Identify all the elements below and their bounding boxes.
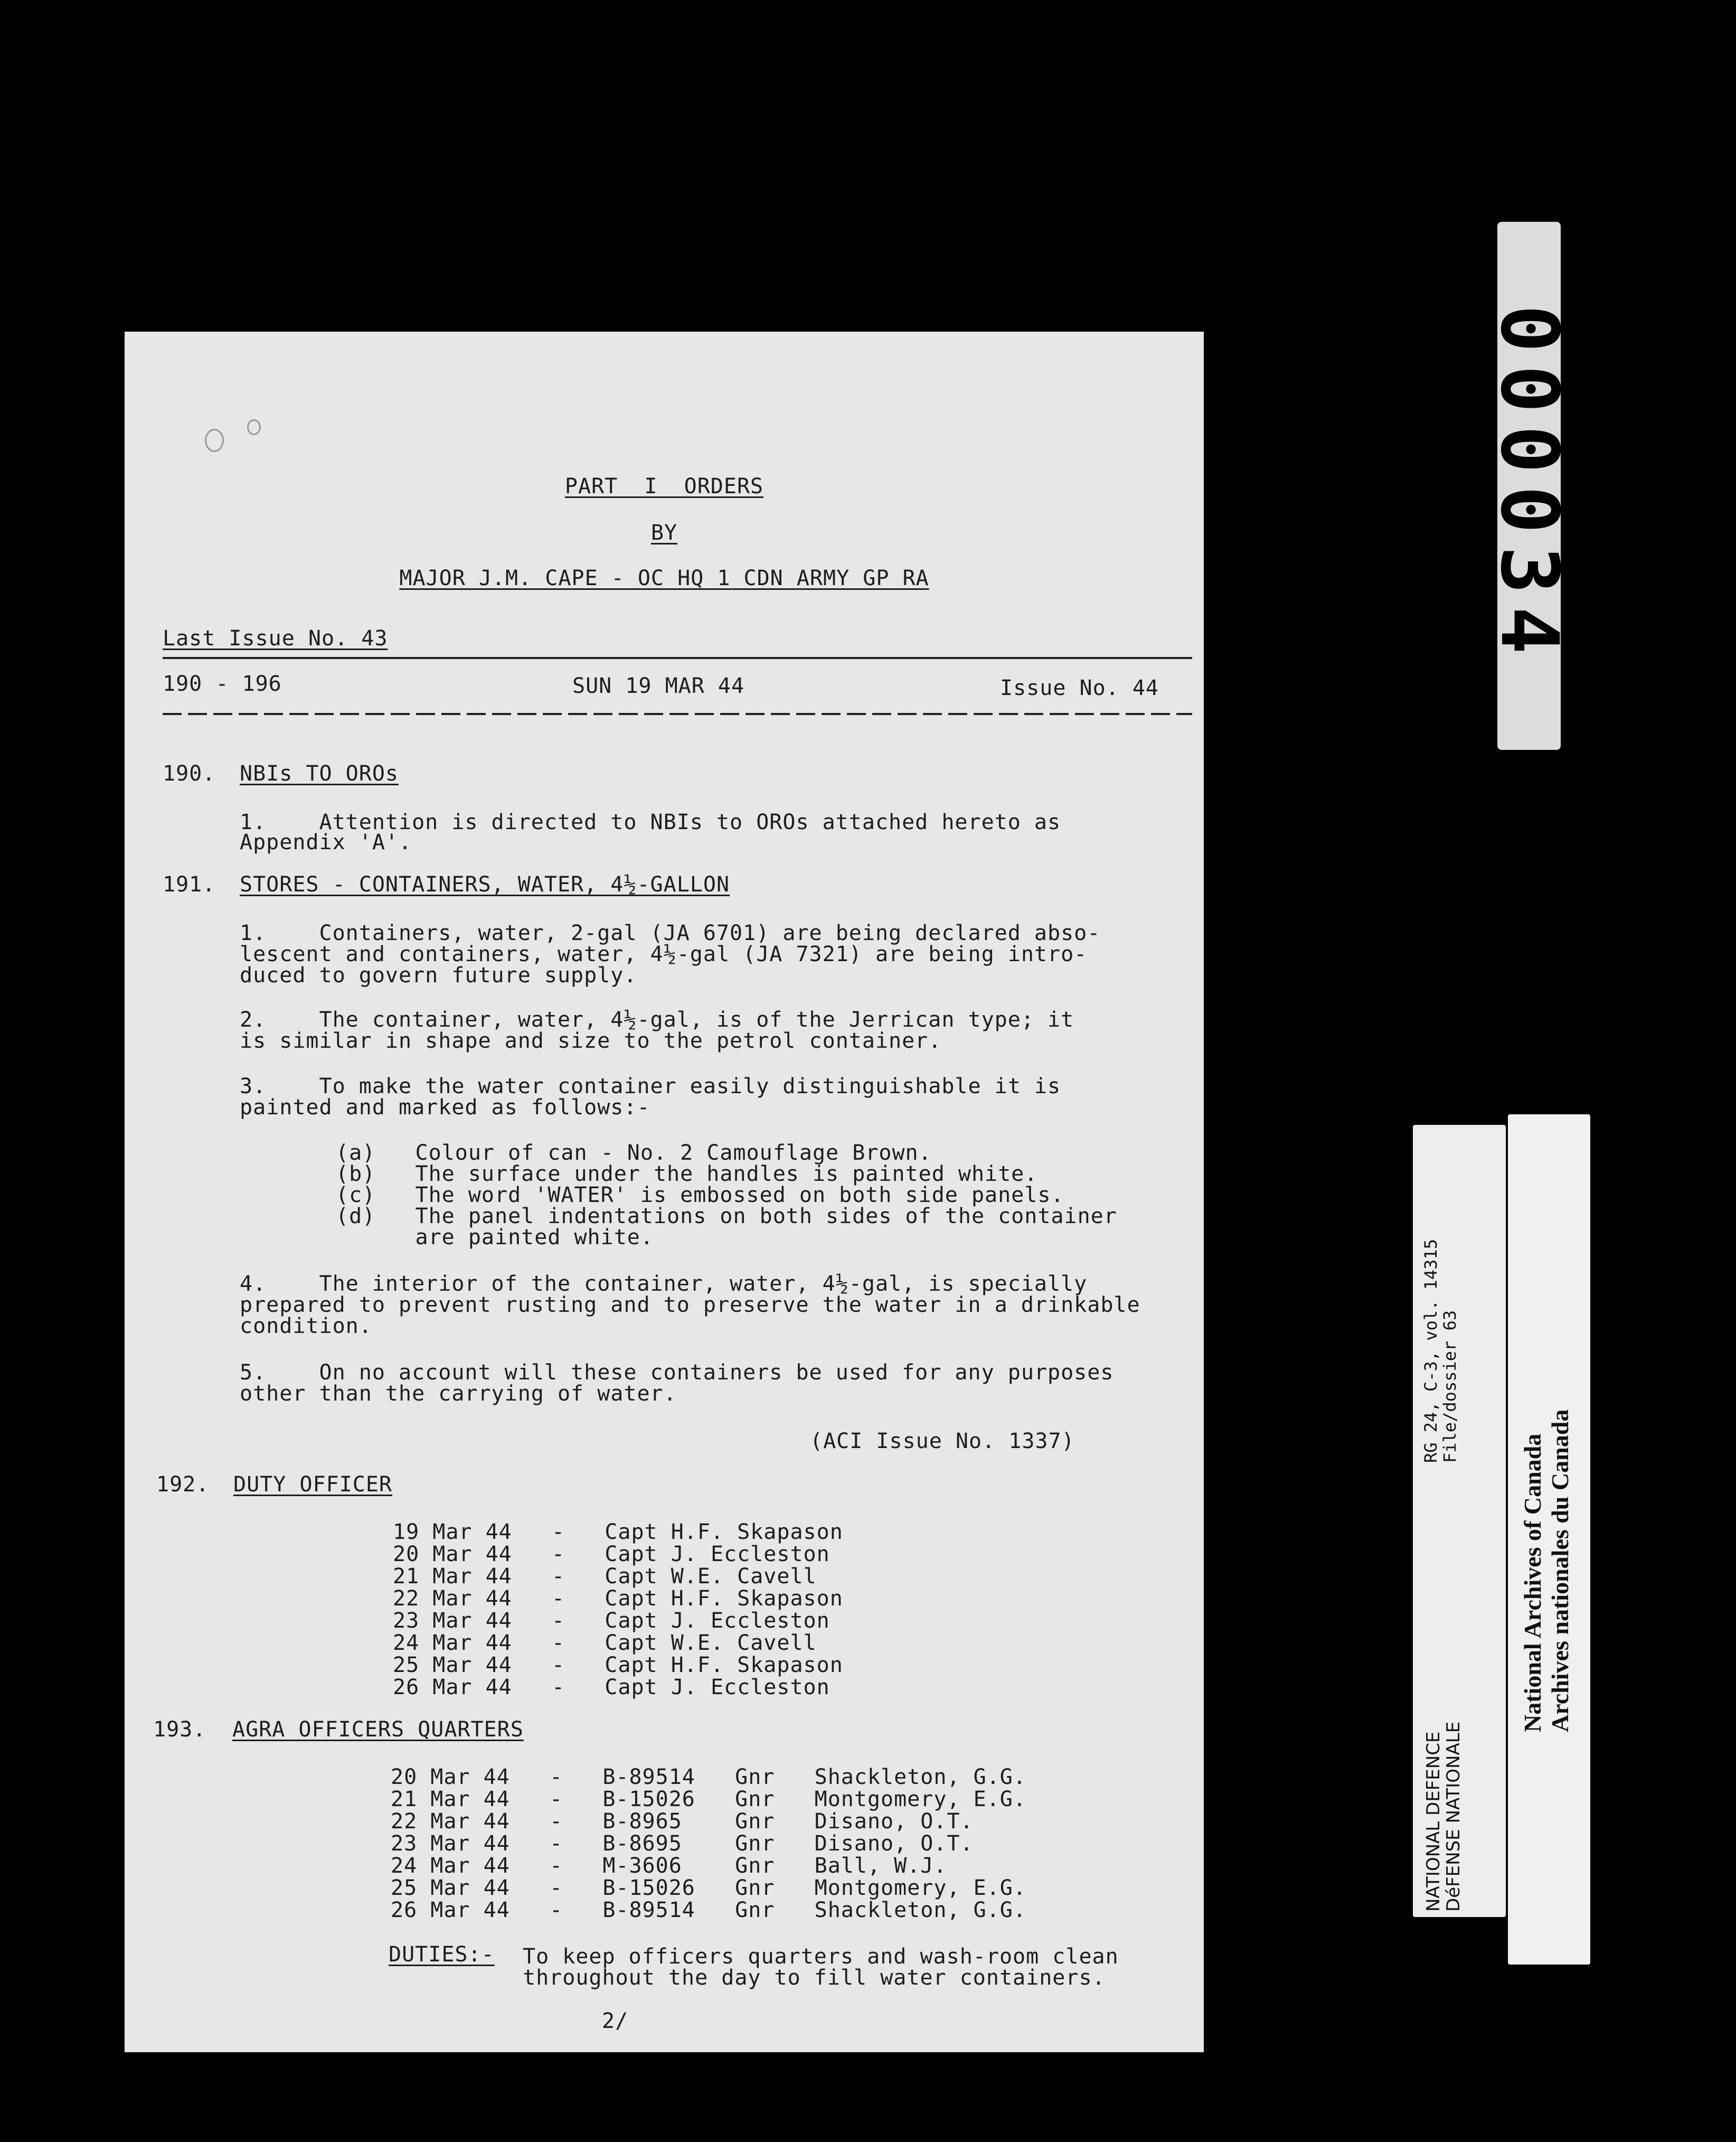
department-label: NATIONAL DEFENCE xyxy=(1423,1731,1444,1912)
quarters-row: 22 Mar 44 - B-8965 Gnr Disano, O.T. xyxy=(391,1809,974,1834)
sec191-p4: prepared to prevent rusting and to preserve the water in a drinkable xyxy=(240,1293,1140,1317)
sec190-title: NBIs TO OROs xyxy=(240,762,399,786)
frame-number: 000034 xyxy=(1483,305,1575,667)
sec193-title: AGRA OFFICERS QUARTERS xyxy=(232,1717,524,1742)
issue-number: Issue No. 44 xyxy=(1000,676,1159,700)
sec191-item-a: (a) Colour of can - No. 2 Camouflage Brown. xyxy=(336,1141,932,1165)
duties-text: throughout the day to fill water containers. xyxy=(523,1966,1106,1990)
duty-row: 24 Mar 44 - Capt W.E. Cavell xyxy=(393,1631,817,1655)
duty-row: 21 Mar 44 - Capt W.E. Cavell xyxy=(393,1564,817,1589)
archives-name-fr: Archives nationales du Canada xyxy=(1546,1409,1573,1732)
sec190-p1: 1. Attention is directed to NBIs to OROs attached hereto as xyxy=(240,810,1061,834)
sec191-p2: 2. The container, water, 4½-gal, is of the Jerrican type; it xyxy=(240,1008,1074,1032)
header-rule-bottom xyxy=(163,713,1192,715)
title-line-2: BY xyxy=(650,521,678,545)
sec191-p5: 5. On no account will these containers be used for any purposes xyxy=(240,1360,1114,1385)
duty-row: 25 Mar 44 - Capt H.F. Skapason xyxy=(393,1653,843,1677)
duties-label: DUTIES:- xyxy=(389,1942,495,1967)
paper-blemish xyxy=(247,419,261,435)
title-line-1: PART I ORDERS xyxy=(564,474,764,499)
sec191-reference: (ACI Issue No. 1337) xyxy=(810,1429,1075,1453)
archives-card xyxy=(1508,1114,1590,1965)
archive-reference-card xyxy=(1413,1125,1506,1917)
archives-name-en: National Archives of Canada xyxy=(1519,1433,1546,1732)
frame-number-stamp xyxy=(1483,222,1575,750)
sec192-num: 192. xyxy=(156,1472,210,1497)
sec191-num: 191. xyxy=(163,872,216,897)
sec191-item-b: (b) The surface under the handles is painted white. xyxy=(336,1162,1038,1186)
quarters-row: 24 Mar 44 - M-3606 Gnr Ball, W.J. xyxy=(391,1854,947,1878)
sec191-p3: painted and marked as follows:- xyxy=(240,1095,650,1120)
quarters-row: 26 Mar 44 - B-89514 Gnr Shackleton, G.G. xyxy=(391,1898,1026,1922)
sec190-num: 190. xyxy=(163,762,216,786)
sec193-num: 193. xyxy=(153,1717,206,1742)
archive-reference: File/dossier 63 xyxy=(1440,1310,1460,1463)
sec190-p1: Appendix 'A'. xyxy=(240,830,412,854)
sec191-p1: 1. Containers, water, 2-gal (JA 6701) are being declared abso- xyxy=(240,921,1101,945)
quarters-row: 20 Mar 44 - B-89514 Gnr Shackleton, G.G. xyxy=(391,1765,1026,1789)
last-issue: Last Issue No. 43 xyxy=(163,626,388,651)
sec191-item-c: (c) The word 'WATER' is embossed on both side panels. xyxy=(336,1183,1064,1207)
duty-row: 23 Mar 44 - Capt J. Eccleston xyxy=(393,1609,830,1633)
duty-row: 19 Mar 44 - Capt H.F. Skapason xyxy=(393,1520,843,1544)
sec191-item-d: are painted white. xyxy=(336,1225,654,1250)
quarters-row: 23 Mar 44 - B-8695 Gnr Disano, O.T. xyxy=(391,1831,974,1856)
sec192-title: DUTY OFFICER xyxy=(233,1472,392,1497)
sec191-p5: other than the carrying of water. xyxy=(240,1382,677,1406)
duties-text: To keep officers quarters and wash-room clean xyxy=(523,1944,1119,1969)
sec191-title: STORES - CONTAINERS, WATER, 4½-GALLON xyxy=(240,872,730,897)
title-line-3: MAJOR J.M. CAPE - OC HQ 1 CDN ARMY GP RA xyxy=(399,566,929,590)
header-rule-top xyxy=(163,657,1192,659)
quarters-row: 21 Mar 44 - B-15026 Gnr Montgomery, E.G. xyxy=(391,1787,1026,1811)
quarters-row: 25 Mar 44 - B-15026 Gnr Montgomery, E.G. xyxy=(391,1876,1026,1900)
sec191-p3: 3. To make the water container easily distinguishable it is xyxy=(240,1074,1061,1098)
duty-row: 20 Mar 44 - Capt J. Eccleston xyxy=(393,1542,830,1566)
sec191-p2: is similar in shape and size to the petrol container. xyxy=(240,1029,942,1053)
duty-row: 22 Mar 44 - Capt H.F. Skapason xyxy=(393,1586,843,1611)
sec191-item-d: (d) The panel indentations on both sides of the container xyxy=(336,1204,1117,1228)
sec191-p1: duced to govern future supply. xyxy=(240,963,637,988)
duty-row: 26 Mar 44 - Capt J. Eccleston xyxy=(393,1675,830,1699)
issue-range: 190 - 196 xyxy=(163,672,282,696)
sec191-p1: lescent and containers, water, 4½-gal (JA 7321) are being intro- xyxy=(240,942,1088,966)
archive-reference: RG 24, C-3, vol. 14315 xyxy=(1421,1239,1441,1463)
sec191-p4: condition. xyxy=(240,1314,372,1338)
issue-date: SUN 19 MAR 44 xyxy=(572,674,745,698)
order-page xyxy=(125,332,1204,2052)
page-continuation: 2/ xyxy=(602,2009,629,2033)
sec191-p4: 4. The interior of the container, water, 4½-gal, is specially xyxy=(240,1272,1088,1296)
department-label: DéFENSE NATIONALE xyxy=(1443,1721,1464,1912)
paper-blemish xyxy=(205,429,224,452)
